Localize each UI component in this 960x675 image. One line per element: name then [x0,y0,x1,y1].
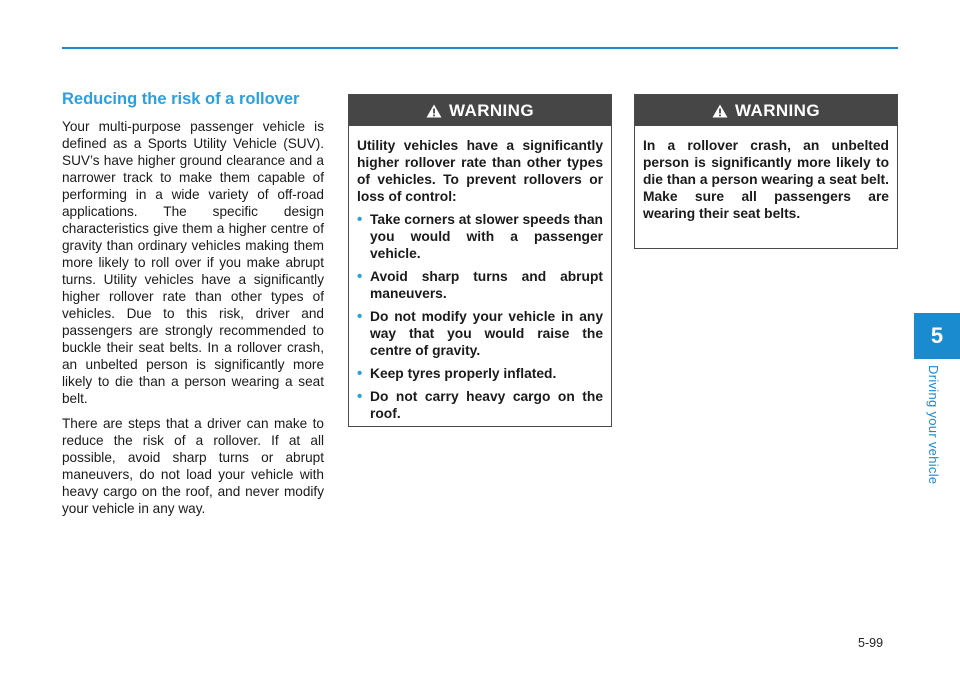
bullet-icon: • [357,308,363,325]
warning-intro: Utility vehicles have a significantly higher rollover rate than other types of vehicles. To prevent rollovers or loss of control: [357,138,603,204]
main-text-column [62,90,324,525]
warning-body [635,126,897,236]
chapter-title-vertical [925,365,945,505]
list-item: • Do not modify your vehicle in any way that you would raise the centre of gravity. [357,308,603,358]
paragraph: There are steps that a driver can make to reduce the risk of a rollover. If at all possible, avoid sharp turns or abrupt maneuvers, do not load your vehicle with heavy cargo on the roof, and never modify your vehicle in any way. [62,416,324,516]
section-title: Reducing the risk of a rollover [62,90,300,108]
warning-box-rollover [348,94,612,427]
warning-heading: WARNING [735,100,820,120]
warning-text: In a rollover crash, an unbelted person is significantly more likely to die than a person wearing a seat belt. Make sure all passengers are wearing their seat belts. [643,138,889,221]
list-item: • Avoid sharp turns and abrupt maneuvers. [357,268,603,301]
warning-body [349,126,611,436]
top-rule [62,47,898,49]
bullet-icon: • [357,365,363,382]
warning-list [357,211,603,422]
list-item: • Take corners at slower speeds than you would with a passenger vehicle. [357,211,603,261]
bullet-icon: • [357,211,363,228]
chapter-number-tab: 5 [914,313,960,359]
section-body [62,118,324,517]
list-item: • Keep tyres properly inflated. [357,365,557,382]
warning-header [635,95,897,126]
warning-header [349,95,611,126]
warning-triangle-icon [712,104,728,118]
warning-heading: WARNING [449,100,534,120]
list-item: • Do not carry heavy cargo on the roof. [357,388,603,421]
warning-box-seatbelt [634,94,898,249]
bullet-icon: • [357,388,363,405]
paragraph: Your multi-purpose passenger vehicle is defined as a Sports Utility Vehicle (SUV). SUV’s have higher ground clearance and a narrower track to make them capable of performing in a wide variety of off-road applications. The specific design characteristics give them a higher centre of gravity than ordinary vehicles making them more likely to roll over if you make abrupt turns. Utility vehicles have a significantly higher rollover rate than other types of vehicles. Due to this risk, driver and passengers are strongly recommended to buckle their seat belts. In a rollover crash, an unbelted person is significantly more likely to die than a person wearing a seat belt. [62,119,324,406]
warning-triangle-icon [426,104,442,118]
bullet-icon: • [357,268,363,285]
chapter-title: Driving your vehicle [926,365,941,485]
page-number: 5-99 [858,636,884,650]
